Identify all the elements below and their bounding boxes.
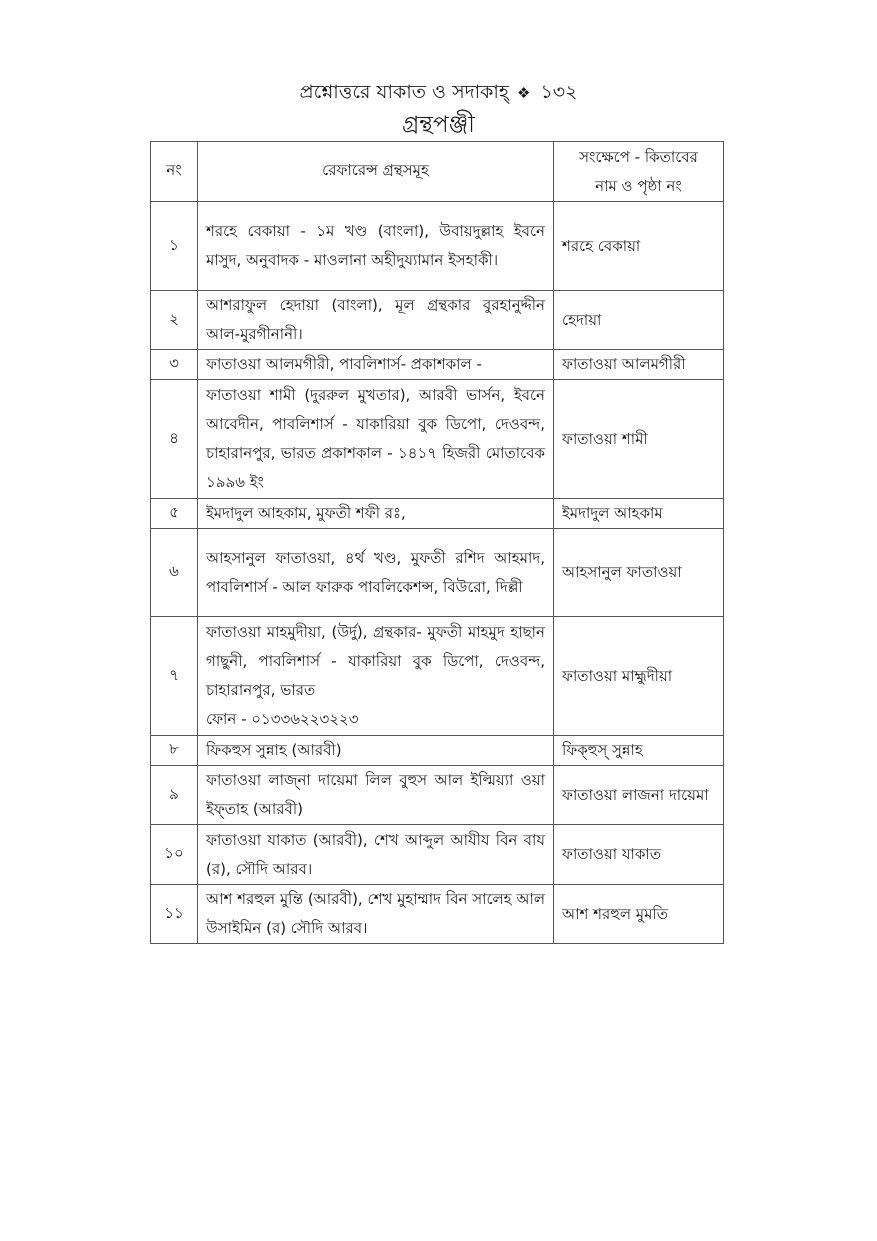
row-number: ৬ bbox=[151, 529, 198, 617]
table-row bbox=[151, 350, 724, 380]
row-number: ১ bbox=[151, 202, 198, 291]
short-title: আশ শরহুল মুমতি bbox=[554, 885, 724, 944]
column-header-short-title bbox=[554, 142, 724, 202]
column-header-references: রেফারেন্স গ্রন্থসমূহ bbox=[198, 142, 554, 202]
short-title: ফাতাওয়া মাহ্মুদীয়া bbox=[554, 617, 724, 736]
reference-text: ফাতাওয়া যাকাত (আরবী), শেখ আব্দুল আযীয বিন বায (র), সৌদি আরব। bbox=[198, 825, 554, 885]
reference-text: আশ শরহুল মুম্তি (আরবী), শেখ মুহাম্মাদ বিন সালেহ আল উসাইমিন (র) সৌদি আরব। bbox=[198, 885, 554, 944]
column-header-short-title-line2: নাম ও পৃষ্ঠা নং bbox=[595, 176, 682, 195]
short-title: ফাতাওয়া শামী bbox=[554, 380, 724, 499]
ornament-icon: ❖ bbox=[516, 84, 531, 102]
page-number: ১৩২ bbox=[540, 81, 578, 103]
reference-cell bbox=[198, 617, 554, 736]
page-title: গ্রন্থপঞ্জী bbox=[402, 112, 475, 138]
reference-text: ফাতাওয়া মাহমুদীয়া, (উর্দু), গ্রন্থকার- মুফতী মাহমুদ হাছান গাছুনী, পাবলিশার্স - যাকারিয়া বুক ডিপো, দেওবন্দ, চাহারানপুর, ভারত bbox=[206, 623, 545, 699]
row-number: ৮ bbox=[151, 736, 198, 766]
book-title: প্রশ্নোত্তরে যাকাত ও সদাকাহ্ bbox=[299, 81, 509, 103]
table-row bbox=[151, 885, 724, 944]
row-number: ২ bbox=[151, 291, 198, 350]
short-title: ফাতাওয়া আলমগীরী bbox=[554, 350, 724, 380]
reference-text: ফাতাওয়া লাজ্না দায়েমা লিল বুহুস আল ইল্মিয়্যা ওয়া ইফ্তাহ (আরবী) bbox=[198, 766, 554, 825]
row-number: ৪ bbox=[151, 380, 198, 499]
bibliography-table bbox=[150, 141, 724, 944]
table-row bbox=[151, 202, 724, 291]
reference-text: ফাতাওয়া আলমগীরী, পাবলিশার্স- প্রকাশকাল - bbox=[198, 350, 554, 380]
table-row bbox=[151, 617, 724, 736]
table-header-row bbox=[151, 142, 724, 202]
short-title: শরহে বেকায়া bbox=[554, 202, 724, 291]
reference-phone: ফোন - ০১৩৩৬২২৩২২৩ bbox=[206, 710, 359, 728]
row-number: ৯ bbox=[151, 766, 198, 825]
running-header bbox=[0, 78, 877, 107]
reference-text: ফাতাওয়া শামী (দুররুল মুখতার), আরবী ভার্সন, ইবনে আবেদীন, পাবলিশার্স - যাকারিয়া বুক ডিপো, দেওবন্দ, চাহারানপুর, ভারত প্রকাশকাল - ১৪১৭ হিজরী মোতাবেক ১৯৯৬ ইং bbox=[198, 380, 554, 499]
table-row bbox=[151, 825, 724, 885]
table-row bbox=[151, 499, 724, 529]
short-title: ফাতাওয়া যাকাত bbox=[554, 825, 724, 885]
column-header-number: নং bbox=[151, 142, 198, 202]
table-row bbox=[151, 380, 724, 499]
short-title: ফিক্হুস্ সুন্নাহ bbox=[554, 736, 724, 766]
reference-text: শরহে বেকায়া - ১ম খণ্ড (বাংলা), উবায়দুল্লাহ ইবনে মাসুদ, অনুবাদক - মাওলানা অহীদুয্যামান ইসহাকী। bbox=[198, 202, 554, 291]
row-number: ৫ bbox=[151, 499, 198, 529]
table-row bbox=[151, 291, 724, 350]
reference-text: ইমদাদুল আহকাম, মুফতী শফী রঃ, bbox=[198, 499, 554, 529]
short-title: ইমদাদুল আহকাম bbox=[554, 499, 724, 529]
reference-text: আশরাফুল হেদায়া (বাংলা), মূল গ্রন্থকার বুরহানুদ্দীন আল-মুরগীনানী। bbox=[198, 291, 554, 350]
short-title: ফাতাওয়া লাজনা দায়েমা bbox=[554, 766, 724, 825]
table-row bbox=[151, 736, 724, 766]
reference-text: ফিকহুস সুন্নাহ (আরবী) bbox=[198, 736, 554, 766]
row-number: ১১ bbox=[151, 885, 198, 944]
table-row bbox=[151, 529, 724, 617]
row-number: ৩ bbox=[151, 350, 198, 380]
reference-text: আহসানুল ফাতাওয়া, ৪র্থ খণ্ড, মুফতী রশিদ আহমাদ, পাবলিশার্স - আল ফারুক পাবলিকেশন্স, বিউরো, দিল্লী bbox=[198, 529, 554, 617]
row-number: ১০ bbox=[151, 825, 198, 885]
row-number: ৭ bbox=[151, 617, 198, 736]
table-row bbox=[151, 766, 724, 825]
column-header-short-title-line1: সংক্ষেপে - কিতাবের bbox=[579, 147, 698, 166]
short-title: আহসানুল ফাতাওয়া bbox=[554, 529, 724, 617]
short-title: হেদায়া bbox=[554, 291, 724, 350]
